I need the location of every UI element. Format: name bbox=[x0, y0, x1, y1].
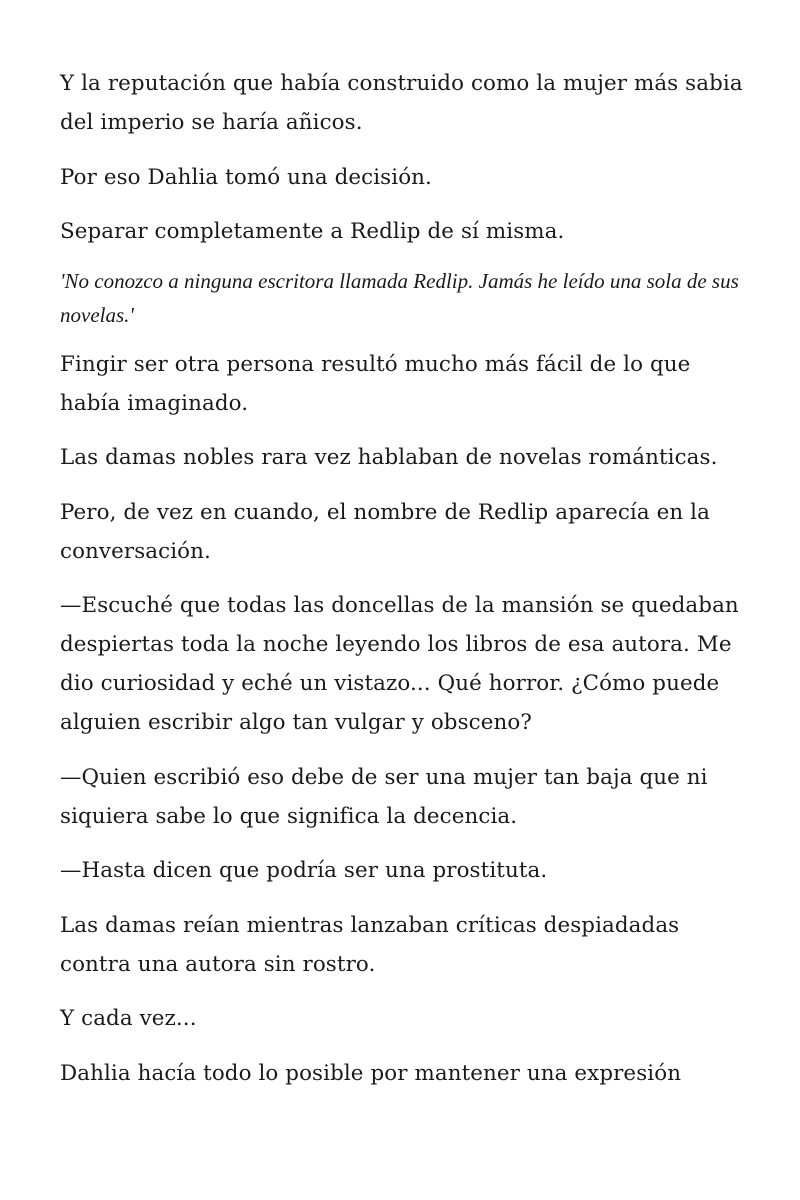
paragraph: Las damas reían mientras lanzaban críticas despiadadas contra una autora sin rostro. bbox=[60, 912, 680, 977]
paragraph: Pero, de vez en cuando, el nombre de Redlip aparecía en la conversación. bbox=[60, 499, 710, 564]
paragraph: Por eso Dahlia tomó una decisión. bbox=[60, 164, 432, 190]
dialogue-paragraph: —Quien escribió eso debe de ser una mujer tan baja que ni siquiera sabe lo que significa la decencia. bbox=[60, 764, 708, 829]
italic-thought-paragraph: 'No conozco a ninguna escritora llamada Redlip. Jamás he leído una sola de sus novelas.' bbox=[60, 268, 739, 327]
paragraph: Separar completamente a Redlip de sí misma. bbox=[60, 219, 565, 244]
paragraph: Y cada vez... bbox=[60, 1006, 197, 1031]
dialogue-paragraph: —Escuché que todas las doncellas de la mansión se quedaban despiertas toda la noche leyendo los libros de esa autora. Me dio curiosidad y eché un vistazo... Qué horror. ¿Cómo puede alguien escribir algo tan vulgar y obsceno? bbox=[60, 593, 739, 735]
document-page bbox=[60, 64, 750, 1108]
paragraph: Las damas nobles rara vez hablaban de novelas románticas. bbox=[60, 445, 718, 470]
paragraph: Dahlia hacía todo lo posible por mantener una expresión bbox=[60, 1060, 682, 1086]
paragraph: Fingir ser otra persona resultó mucho más fácil de lo que había imaginado. bbox=[60, 351, 691, 416]
dialogue-paragraph: —Hasta dicen que podría ser una prostituta. bbox=[60, 858, 548, 883]
paragraph: Y la reputación que había construido como la mujer más sabia del imperio se haría añicos. bbox=[60, 71, 743, 135]
